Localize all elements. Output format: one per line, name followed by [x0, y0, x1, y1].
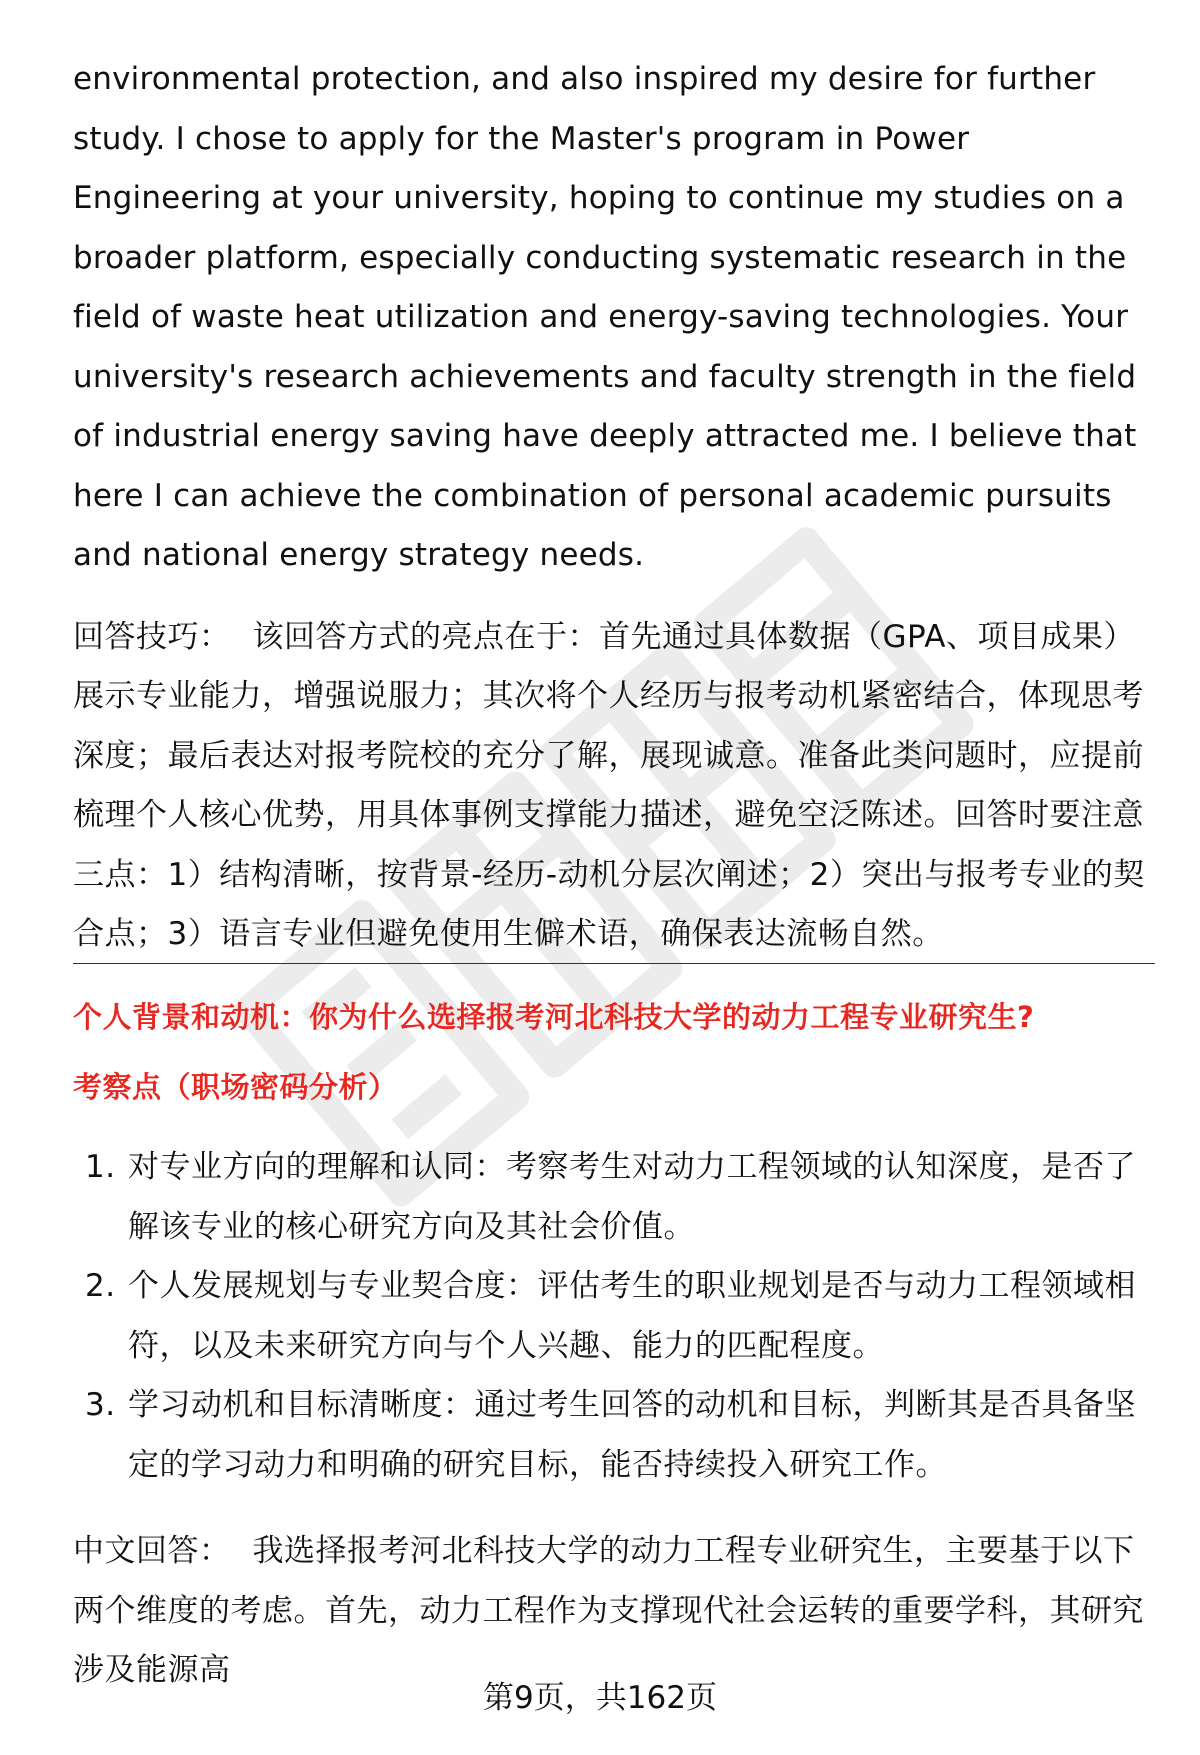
section-divider [73, 963, 1155, 964]
answer-tips-text: 该回答方式的亮点在于：首先通过具体数据（GPA、项目成果）展示专业能力，增强说服力；其次将个人经历与报考动机紧密结合，体现思考深度；最后表达对报考院校的充分了解，展现诚意。准备此类问题时，应提前梳理个人核心优势，用具体事例支撑能力描述，避免空泛陈述。回答时要注意三点：1）结构清晰，按背景-经历-动机分层次阐述；2）突出与报考专业的契合点；3）语言专业但避免使用生僻术语，确保表达流畅自然。 [73, 618, 1145, 952]
chinese-answer-label: 中文回答： [73, 1533, 231, 1569]
page-content [73, 50, 1155, 965]
list-item [73, 1138, 1155, 1257]
answer-tips-paragraph [73, 608, 1155, 965]
list-item-text: 个人发展规划与专业契合度：评估考生的职业规划是否与动力工程领域相符，以及未来研究方向与个人兴趣、能力的匹配程度。 [128, 1268, 1136, 1364]
english-paragraph: environmental protection, and also inspired my desire for further study. I chose to apply for the Master's program in Power Engineering at your university, hoping to continue my studies on a broader platform, especially conducting systematic research in the field of waste heat utilization and energy-saving technologies. Your university's research achievements and faculty strength in the field of industrial energy saving have deeply attracted me. I believe that here I can achieve the combination of personal academic pursuits and national energy strategy needs. [73, 61, 1137, 573]
page-number-footer: 第9页，共162页 [483, 1680, 717, 1716]
answer-tips-label: 回答技巧： [73, 618, 231, 655]
list-item-text: 学习动机和目标清晰度：通过考生回答的动机和目标，判断其是否具备坚定的学习动力和明确的研究目标，能否持续投入研究工作。 [128, 1387, 1136, 1483]
focus-points-list [73, 1138, 1155, 1495]
list-item [73, 1257, 1155, 1376]
list-item [73, 1376, 1155, 1495]
focus-heading: 考察点（职场密码分析） [73, 1070, 398, 1104]
chinese-answer-text: 我选择报考河北科技大学的动力工程专业研究生，主要基于以下两个维度的考虑。首先，动力工程作为支撑现代社会运转的重要学科，其研究涉及能源高 [73, 1533, 1144, 1688]
list-item-number: 2. [85, 1268, 116, 1304]
list-item-number: 3. [85, 1387, 116, 1423]
list-item-text: 对专业方向的理解和认同：考察考生对动力工程领域的认知深度，是否了解该专业的核心研究方向及其社会价值。 [128, 1149, 1136, 1245]
list-item-number: 1. [85, 1149, 116, 1185]
question-heading: 个人背景和动机：你为什么选择报考河北科技大学的动力工程专业研究生? [73, 1000, 1035, 1034]
